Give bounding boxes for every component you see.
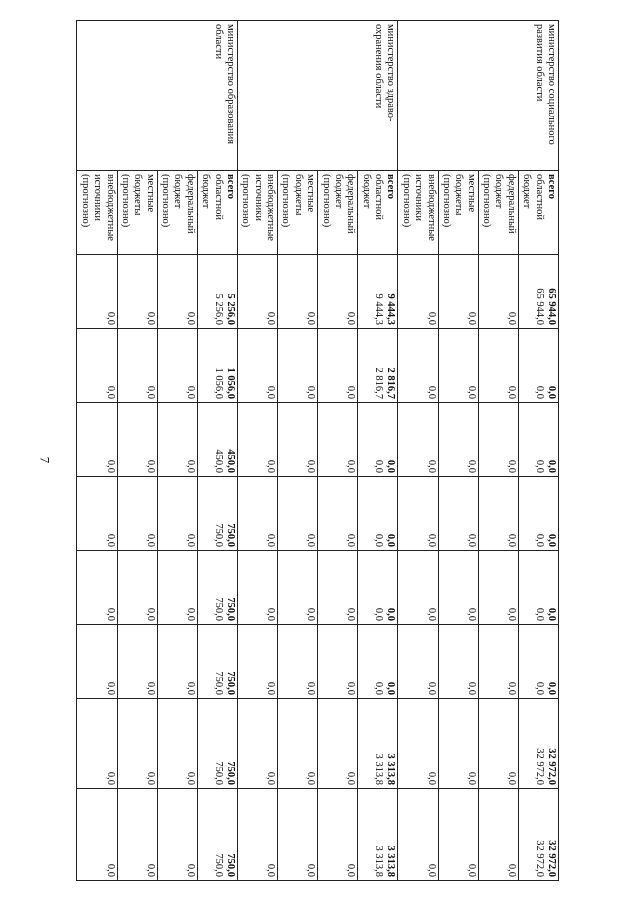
value-cell: 0,0 bbox=[238, 551, 278, 625]
total-value: 750,0 bbox=[225, 853, 236, 877]
regional-value: 0,0 bbox=[533, 533, 545, 547]
value-cell: 0,0 bbox=[278, 255, 318, 329]
value-cell: 0,0 bbox=[398, 329, 438, 403]
value-cell: 0,0 bbox=[278, 403, 318, 477]
value-cell bbox=[518, 789, 558, 881]
total-label: всего bbox=[546, 174, 557, 200]
value-cell: 0,0 bbox=[318, 551, 358, 625]
total-value: 0,0 bbox=[546, 533, 557, 547]
value-cell: 0,0 bbox=[398, 255, 438, 329]
total-value: 3 313,8 bbox=[385, 845, 397, 877]
value-cell bbox=[197, 699, 237, 789]
value-cell bbox=[518, 329, 558, 403]
value-cell: 0,0 bbox=[398, 477, 438, 551]
value-cell bbox=[358, 789, 398, 881]
total-value: 65 944,0 bbox=[546, 288, 557, 325]
table-row bbox=[197, 21, 237, 881]
value-cell: 0,0 bbox=[278, 477, 318, 551]
total-value: 750,0 bbox=[225, 671, 236, 695]
total-value: 0,0 bbox=[385, 459, 397, 473]
value-cell bbox=[358, 403, 398, 477]
value-cell bbox=[358, 625, 398, 699]
value-cell: 0,0 bbox=[157, 789, 197, 881]
regional-label: областной бюджет bbox=[200, 174, 224, 220]
total-value: 32 972,0 bbox=[546, 748, 557, 785]
agency-cell: министерство социального развития области bbox=[398, 21, 559, 171]
value-cell: 0,0 bbox=[238, 699, 278, 789]
regional-value: 0,0 bbox=[533, 681, 545, 695]
value-cell: 0,0 bbox=[318, 699, 358, 789]
source-label-cell: внебюджетные источники (прогнозно) bbox=[398, 171, 438, 255]
value-cell: 0,0 bbox=[318, 625, 358, 699]
total-value: 750,0 bbox=[225, 597, 236, 621]
value-cell: 0,0 bbox=[478, 699, 518, 789]
regional-value: 1 056,0 bbox=[212, 367, 224, 399]
table-body bbox=[65, 21, 559, 881]
total-value: 0,0 bbox=[385, 681, 397, 695]
table-row bbox=[518, 21, 558, 881]
regional-value: 0,0 bbox=[373, 533, 385, 547]
value-cell: 0,0 bbox=[438, 699, 478, 789]
value-cell: 0,0 bbox=[238, 625, 278, 699]
value-cell: 0,0 bbox=[278, 551, 318, 625]
regional-value: 0,0 bbox=[373, 607, 385, 621]
value-cell bbox=[358, 551, 398, 625]
source-label-cell: федеральный бюджет (прогнозно) bbox=[318, 171, 358, 255]
regional-value: 5 256,0 bbox=[212, 293, 224, 325]
value-cell bbox=[358, 477, 398, 551]
total-value: 9 444,3 bbox=[385, 293, 397, 325]
regional-value: 3 313,8 bbox=[373, 845, 385, 877]
regional-value: 750,0 bbox=[212, 671, 224, 695]
table-row bbox=[358, 21, 398, 881]
source-label-cell: внебюджетные источники (прогнозно) bbox=[77, 171, 117, 255]
total-value: 750,0 bbox=[225, 523, 236, 547]
agency-cell: министерство здраво- охранения области bbox=[238, 21, 399, 171]
total-value: 32 972,0 bbox=[546, 840, 557, 877]
value-cell: 0,0 bbox=[157, 403, 197, 477]
value-cell: 0,0 bbox=[478, 329, 518, 403]
page-number: 7 bbox=[37, 456, 53, 464]
regional-value: 0,0 bbox=[373, 681, 385, 695]
value-cell: 0,0 bbox=[398, 625, 438, 699]
source-label-cell: федеральный бюджет (прогнозно) bbox=[157, 171, 197, 255]
value-cell: 0,0 bbox=[117, 789, 157, 881]
regional-value: 750,0 bbox=[212, 597, 224, 621]
regional-value: 450,0 bbox=[212, 449, 224, 473]
regional-label: областной бюджет bbox=[360, 174, 385, 220]
value-cell: 0,0 bbox=[318, 477, 358, 551]
value-cell bbox=[197, 625, 237, 699]
funding-table bbox=[65, 20, 560, 881]
value-cell: 0,0 bbox=[77, 477, 117, 551]
total-value: 0,0 bbox=[385, 607, 397, 621]
value-cell: 0,0 bbox=[157, 551, 197, 625]
value-cell: 0,0 bbox=[278, 625, 318, 699]
total-label: всего bbox=[225, 174, 236, 200]
value-cell: 0,0 bbox=[398, 551, 438, 625]
value-cell: 0,0 bbox=[438, 789, 478, 881]
value-cell: 0,0 bbox=[478, 477, 518, 551]
value-cell bbox=[518, 625, 558, 699]
value-cell: 0,0 bbox=[398, 699, 438, 789]
value-cell bbox=[518, 255, 558, 329]
value-cell: 0,0 bbox=[238, 477, 278, 551]
value-cell: 0,0 bbox=[438, 255, 478, 329]
total-value: 450,0 bbox=[225, 449, 236, 473]
regional-value: 750,0 bbox=[212, 523, 224, 547]
value-cell: 0,0 bbox=[117, 477, 157, 551]
value-cell: 0,0 bbox=[318, 255, 358, 329]
blank-row bbox=[65, 21, 78, 881]
value-cell bbox=[197, 789, 237, 881]
value-cell bbox=[358, 699, 398, 789]
value-cell: 0,0 bbox=[278, 789, 318, 881]
rotated-table-wrapper bbox=[79, 20, 559, 880]
total-value: 1 056,0 bbox=[225, 367, 236, 399]
value-cell bbox=[518, 477, 558, 551]
regional-value: 3 313,8 bbox=[373, 753, 385, 785]
value-cell: 0,0 bbox=[117, 699, 157, 789]
source-label-cell: федеральный бюджет (прогнозно) bbox=[478, 171, 518, 255]
value-cell: 0,0 bbox=[77, 329, 117, 403]
value-cell: 0,0 bbox=[157, 329, 197, 403]
regional-value: 750,0 bbox=[212, 761, 224, 785]
value-cell: 0,0 bbox=[478, 551, 518, 625]
regional-value: 0,0 bbox=[533, 459, 545, 473]
value-cell: 0,0 bbox=[438, 625, 478, 699]
regional-label: областной бюджет bbox=[521, 174, 545, 220]
value-cell bbox=[358, 329, 398, 403]
source-label-cell: местные бюджеты (прогнозно) bbox=[278, 171, 318, 255]
value-cell: 0,0 bbox=[438, 551, 478, 625]
value-cell: 0,0 bbox=[478, 625, 518, 699]
total-value: 0,0 bbox=[546, 681, 557, 695]
total-value: 0,0 bbox=[546, 459, 557, 473]
source-label-cell bbox=[518, 171, 558, 255]
value-cell bbox=[518, 551, 558, 625]
value-cell: 0,0 bbox=[77, 551, 117, 625]
value-cell: 0,0 bbox=[117, 551, 157, 625]
value-cell: 0,0 bbox=[157, 625, 197, 699]
value-cell: 0,0 bbox=[157, 699, 197, 789]
value-cell: 0,0 bbox=[318, 403, 358, 477]
regional-value: 9 444,3 bbox=[373, 293, 385, 325]
source-label-cell: внебюджетные источники (прогнозно) bbox=[238, 171, 278, 255]
regional-value: 750,0 bbox=[212, 853, 224, 877]
total-value: 750,0 bbox=[225, 761, 236, 785]
regional-value: 32 972,0 bbox=[533, 748, 545, 785]
value-cell: 0,0 bbox=[117, 403, 157, 477]
agency-cell: министерство образования области bbox=[77, 21, 238, 171]
value-cell: 0,0 bbox=[478, 255, 518, 329]
value-cell: 0,0 bbox=[478, 789, 518, 881]
value-cell bbox=[197, 329, 237, 403]
total-value: 5 256,0 bbox=[225, 293, 236, 325]
source-label-cell bbox=[358, 171, 398, 255]
value-cell: 0,0 bbox=[117, 255, 157, 329]
regional-value: 2 816,7 bbox=[373, 367, 385, 399]
value-cell: 0,0 bbox=[157, 477, 197, 551]
source-label-cell: местные бюджеты (прогнозно) bbox=[117, 171, 157, 255]
value-cell bbox=[518, 699, 558, 789]
source-label-cell: местные бюджеты (прогнозно) bbox=[438, 171, 478, 255]
value-cell: 0,0 bbox=[238, 329, 278, 403]
value-cell: 0,0 bbox=[77, 255, 117, 329]
value-cell bbox=[197, 403, 237, 477]
value-cell: 0,0 bbox=[238, 255, 278, 329]
value-cell: 0,0 bbox=[318, 329, 358, 403]
regional-value: 0,0 bbox=[533, 607, 545, 621]
value-cell: 0,0 bbox=[157, 255, 197, 329]
total-label: всего bbox=[385, 174, 397, 200]
total-value: 3 313,8 bbox=[385, 753, 397, 785]
value-cell: 0,0 bbox=[278, 699, 318, 789]
total-value: 0,0 bbox=[546, 385, 557, 399]
value-cell: 0,0 bbox=[77, 789, 117, 881]
value-cell bbox=[197, 551, 237, 625]
value-cell: 0,0 bbox=[117, 329, 157, 403]
value-cell: 0,0 bbox=[77, 625, 117, 699]
value-cell: 0,0 bbox=[398, 403, 438, 477]
value-cell: 0,0 bbox=[318, 789, 358, 881]
value-cell: 0,0 bbox=[238, 403, 278, 477]
total-value: 0,0 bbox=[546, 607, 557, 621]
value-cell bbox=[197, 255, 237, 329]
regional-value: 0,0 bbox=[533, 385, 545, 399]
source-label-cell bbox=[197, 171, 237, 255]
value-cell: 0,0 bbox=[438, 477, 478, 551]
value-cell bbox=[518, 403, 558, 477]
value-cell bbox=[197, 477, 237, 551]
total-value: 0,0 bbox=[385, 533, 397, 547]
total-value: 2 816,7 bbox=[385, 367, 397, 399]
regional-value: 0,0 bbox=[373, 459, 385, 473]
value-cell: 0,0 bbox=[438, 403, 478, 477]
value-cell bbox=[358, 255, 398, 329]
value-cell: 0,0 bbox=[278, 329, 318, 403]
value-cell: 0,0 bbox=[77, 403, 117, 477]
value-cell: 0,0 bbox=[478, 403, 518, 477]
regional-value: 65 944,0 bbox=[533, 288, 545, 325]
value-cell: 0,0 bbox=[398, 789, 438, 881]
value-cell: 0,0 bbox=[238, 789, 278, 881]
value-cell: 0,0 bbox=[438, 329, 478, 403]
regional-value: 32 972,0 bbox=[533, 840, 545, 877]
value-cell: 0,0 bbox=[77, 699, 117, 789]
value-cell: 0,0 bbox=[117, 625, 157, 699]
